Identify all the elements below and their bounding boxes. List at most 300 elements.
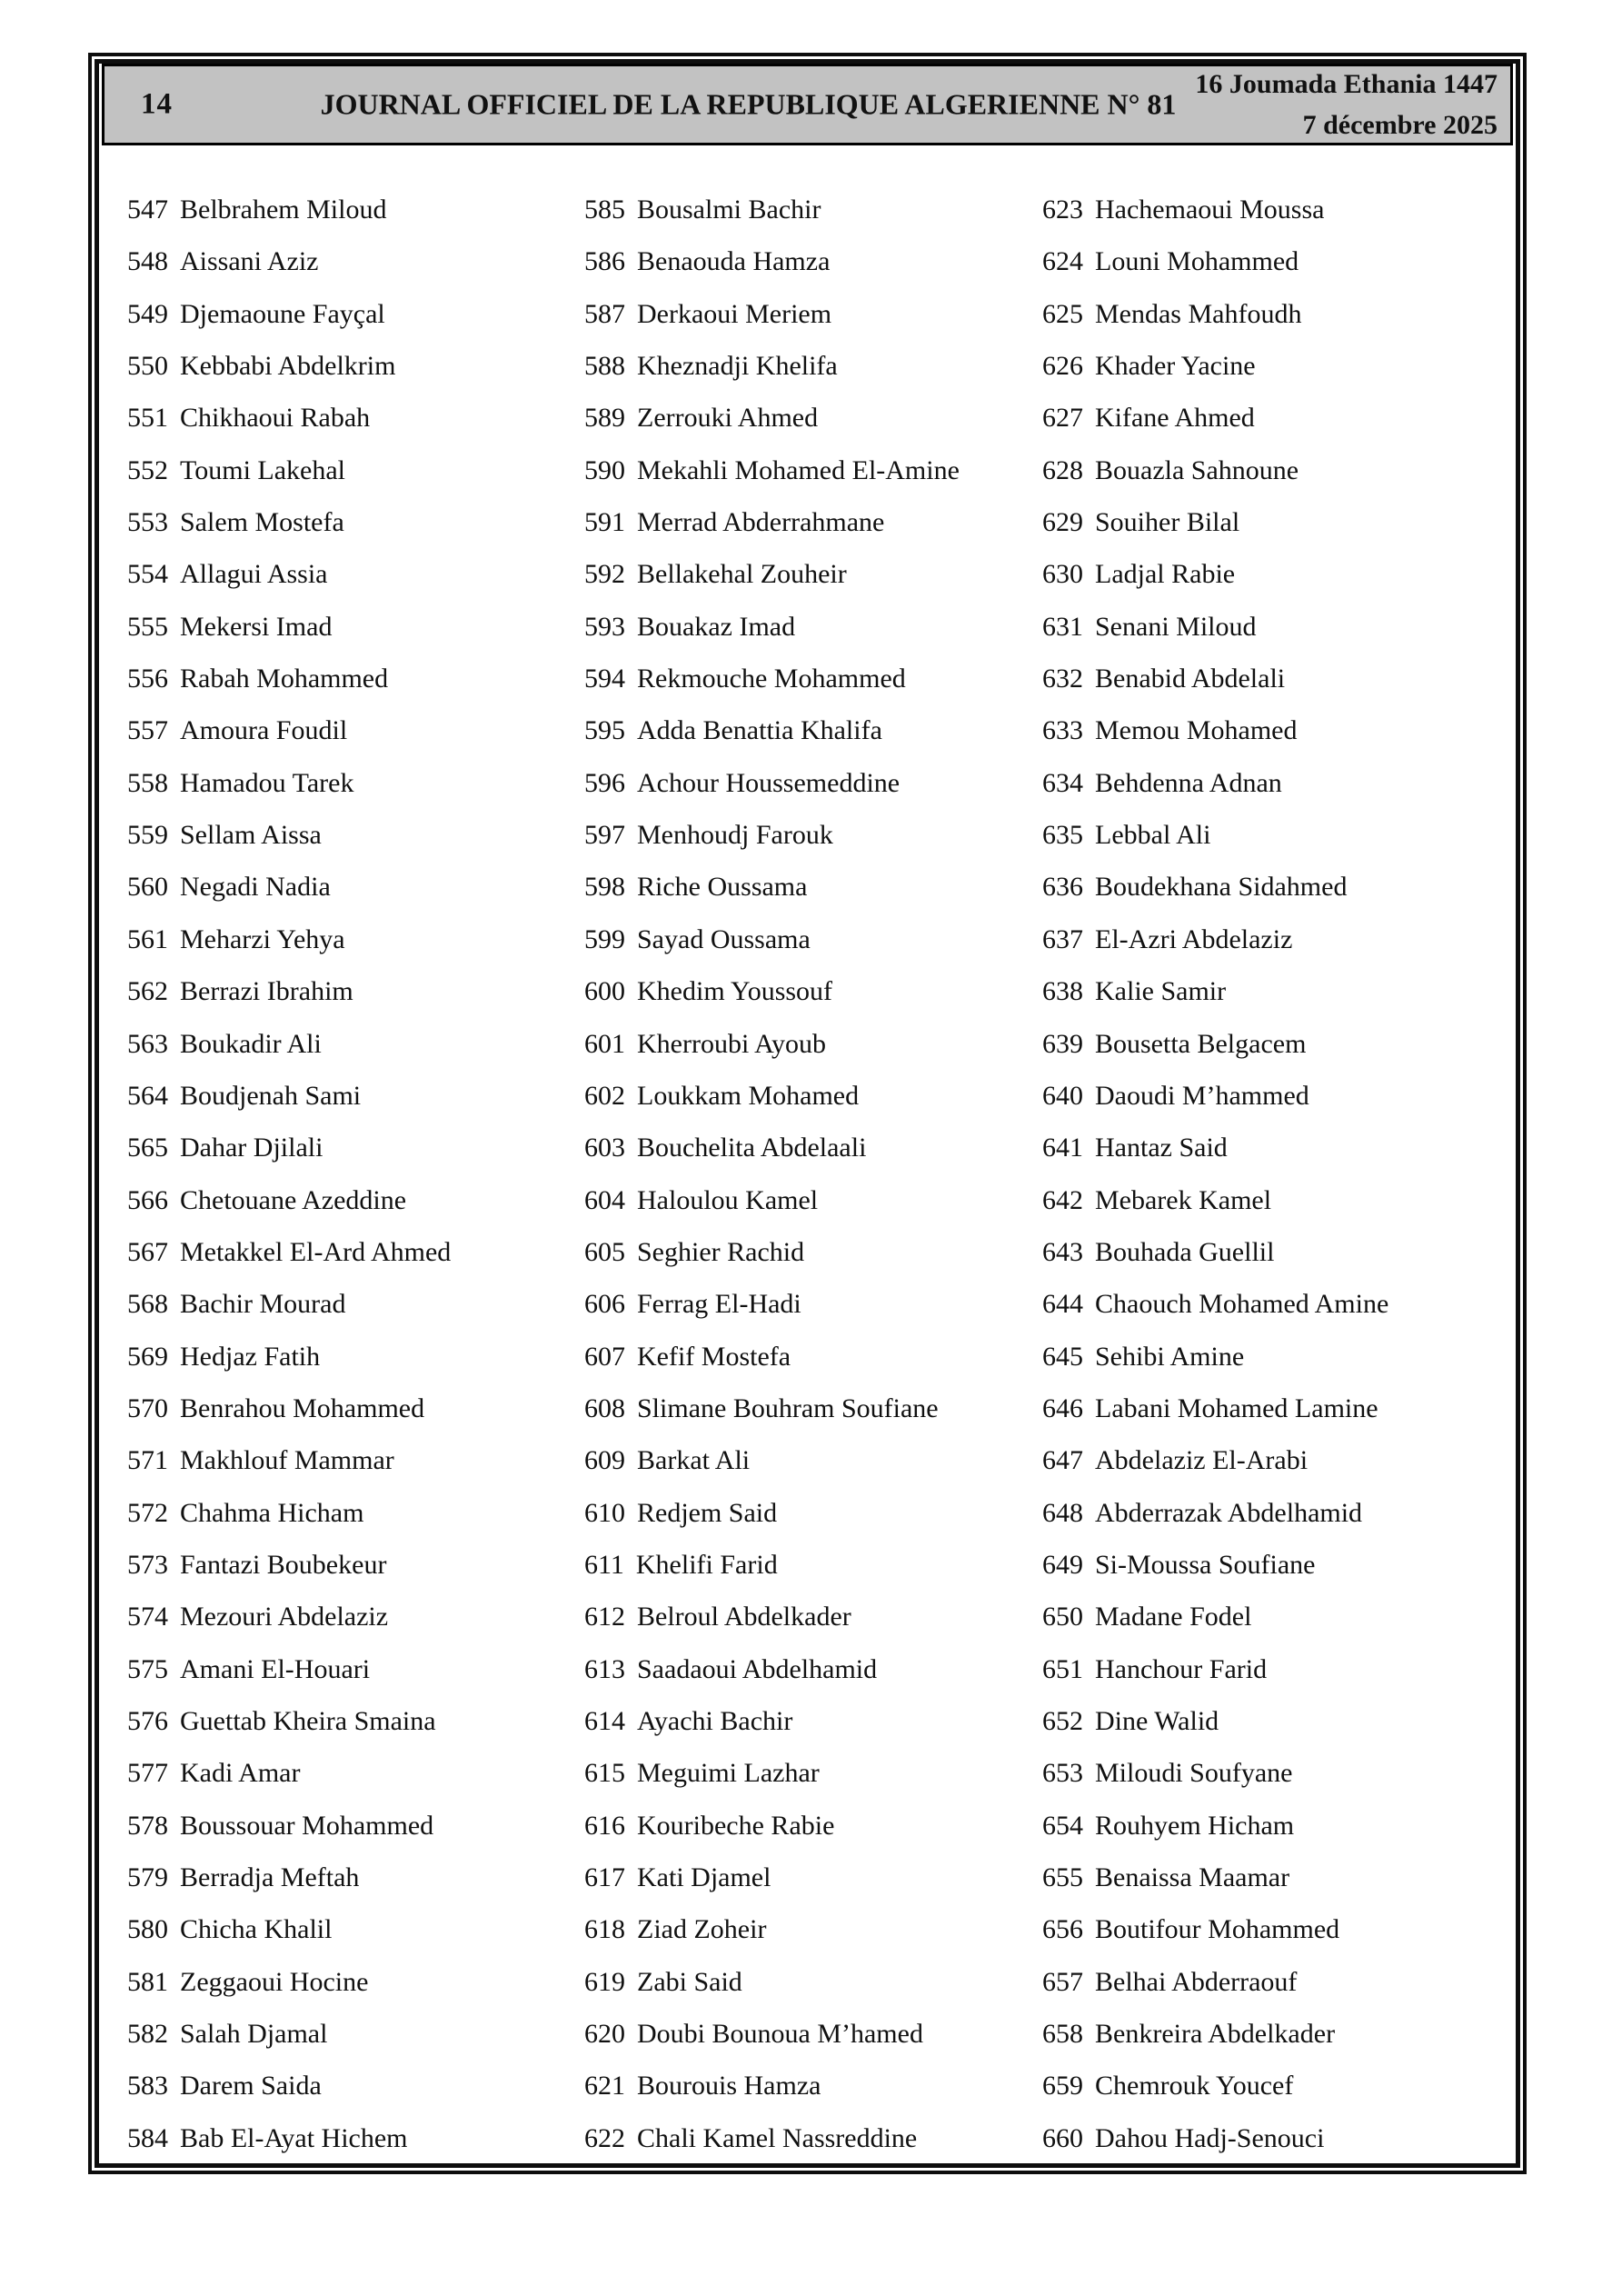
list-entry [584, 1852, 1048, 1903]
entry-number: 656 [1042, 1914, 1083, 1945]
entry-name: Kherroubi Ayoub [637, 1028, 827, 1059]
list-entry [127, 1800, 582, 1852]
list-entry [127, 444, 582, 496]
entry-name: Amani El-Houari [180, 1653, 371, 1684]
entry-name: Mezouri Abdelaziz [180, 1602, 389, 1632]
entry-name: Chali Kamel Nassreddine [637, 2122, 918, 2153]
entry-name: Senani Miloud [1095, 611, 1257, 642]
entry-number: 571 [127, 1445, 168, 1476]
list-entry [127, 601, 582, 653]
entry-number: 587 [584, 298, 625, 329]
entry-number: 626 [1042, 351, 1083, 382]
entry-name: Sellam Aissa [180, 820, 322, 851]
list-entry [1042, 1278, 1524, 1330]
entry-number: 548 [127, 246, 168, 277]
entry-name: Mekersi Imad [180, 611, 333, 642]
list-entry [127, 1174, 582, 1226]
list-entry [584, 1383, 1048, 1434]
entry-name: Kalie Samir [1095, 976, 1227, 1007]
entry-name: Haloulou Kamel [637, 1184, 819, 1215]
entry-name: Boukadir Ali [180, 1028, 322, 1059]
entry-number: 614 [584, 1705, 625, 1736]
entry-name: Bouazla Sahnoune [1095, 454, 1299, 485]
entry-name: Zerrouki Ahmed [637, 403, 819, 434]
list-entry [584, 861, 1048, 913]
entry-number: 635 [1042, 820, 1083, 851]
list-entry [584, 288, 1048, 340]
entry-number: 646 [1042, 1393, 1083, 1423]
entry-name: Barkat Ali [637, 1445, 751, 1476]
entry-name: Hanchour Farid [1095, 1653, 1268, 1684]
entry-number: 573 [127, 1549, 168, 1580]
entry-name: Zabi Said [637, 1966, 742, 1997]
list-entry [584, 2008, 1048, 2060]
entry-name: Benkreira Abdelkader [1095, 2019, 1336, 2050]
entry-number: 633 [1042, 715, 1083, 746]
entry-number: 559 [127, 820, 168, 851]
name-column-2 [584, 184, 1048, 2164]
entry-name: Slimane Bouhram Soufiane [637, 1393, 939, 1423]
list-entry [584, 340, 1048, 392]
entry-name: Mendas Mahfoudh [1095, 298, 1302, 329]
entry-number: 637 [1042, 923, 1083, 954]
entry-name: Makhlouf Mammar [180, 1445, 394, 1476]
list-entry [1042, 1070, 1524, 1122]
entry-name: Riche Oussama [637, 872, 808, 903]
entry-number: 659 [1042, 2071, 1083, 2101]
entry-name: Louni Mohammed [1095, 246, 1299, 277]
entry-name: El-Azri Abdelaziz [1095, 923, 1293, 954]
entry-name: Aissani Aziz [180, 246, 319, 277]
entry-number: 621 [584, 2071, 625, 2101]
entry-name: Bousetta Belgacem [1095, 1028, 1307, 1059]
entry-name: Doubi Bounoua M’hamed [637, 2019, 923, 2050]
entry-name: Hamadou Tarek [180, 767, 354, 798]
entry-name: Meharzi Yehya [180, 923, 345, 954]
entry-name: Kheznadji Khelifa [637, 351, 838, 382]
entry-name: Mebarek Kamel [1095, 1184, 1272, 1215]
entry-name: Chicha Khalil [180, 1914, 333, 1945]
entry-name: Fantazi Boubekeur [180, 1549, 387, 1580]
list-entry [584, 965, 1048, 1017]
entry-name: Hachemaoui Moussa [1095, 195, 1325, 225]
entry-number: 589 [584, 403, 625, 434]
entry-number: 605 [584, 1236, 625, 1267]
list-entry [1042, 340, 1524, 392]
entry-name: Chetouane Azeddine [180, 1184, 407, 1215]
entry-number: 581 [127, 1966, 168, 1997]
entry-number: 580 [127, 1914, 168, 1945]
entry-name: Guettab Kheira Smaina [180, 1705, 436, 1736]
entry-number: 572 [127, 1497, 168, 1528]
list-entry [127, 2112, 582, 2164]
list-entry [584, 1903, 1048, 1955]
journal-title: JOURNAL OFFICIEL DE LA REPUBLIQUE ALGERIENNE N° 81 [320, 87, 1177, 121]
entry-number: 595 [584, 715, 625, 746]
list-entry [127, 340, 582, 392]
entry-name: Berrazi Ibrahim [180, 976, 353, 1007]
entry-number: 628 [1042, 454, 1083, 485]
entry-name: Abdelaziz El-Arabi [1095, 1445, 1309, 1476]
entry-name: Chaouch Mohamed Amine [1095, 1289, 1389, 1320]
entry-name: Behdenna Adnan [1095, 767, 1282, 798]
list-entry [127, 861, 582, 913]
entry-name: Djemaoune Fayçal [180, 298, 385, 329]
list-entry [1042, 1903, 1524, 1955]
entry-name: Miloudi Soufyane [1095, 1758, 1293, 1789]
list-entry [1042, 601, 1524, 653]
entry-number: 630 [1042, 559, 1083, 590]
list-entry [127, 1643, 582, 1695]
entry-name: Meguimi Lazhar [637, 1758, 820, 1789]
list-entry [584, 548, 1048, 600]
entry-number: 629 [1042, 507, 1083, 538]
entry-number: 602 [584, 1080, 625, 1111]
list-entry [584, 1278, 1048, 1330]
list-entry [584, 1434, 1048, 1486]
list-entry [127, 1383, 582, 1434]
entry-number: 624 [1042, 246, 1083, 277]
entry-name: Benaouda Hamza [637, 246, 831, 277]
entry-number: 644 [1042, 1289, 1083, 1320]
list-entry [1042, 392, 1524, 444]
entry-number: 623 [1042, 195, 1083, 225]
entry-name: Khader Yacine [1095, 351, 1256, 382]
list-entry [1042, 2112, 1524, 2164]
entry-name: Salah Djamal [180, 2019, 328, 2050]
entry-number: 607 [584, 1341, 625, 1372]
entry-number: 658 [1042, 2019, 1083, 2050]
entry-name: Souiher Bilal [1095, 507, 1240, 538]
entry-number: 574 [127, 1602, 168, 1632]
entry-number: 617 [584, 1862, 625, 1892]
entry-number: 610 [584, 1497, 625, 1528]
list-entry [127, 1695, 582, 1747]
entry-name: Rabah Mohammed [180, 664, 389, 694]
list-entry [584, 601, 1048, 653]
list-entry [1042, 1122, 1524, 1173]
page-frame [88, 53, 1527, 2174]
entry-number: 594 [584, 664, 625, 694]
page-frame-inner [95, 59, 1520, 2168]
entry-number: 645 [1042, 1341, 1083, 1372]
entry-name: Kifane Ahmed [1095, 403, 1255, 434]
list-entry [584, 1591, 1048, 1642]
entry-name: Boudekhana Sidahmed [1095, 872, 1348, 903]
page-header [102, 64, 1513, 145]
entry-number: 591 [584, 507, 625, 538]
entry-number: 618 [584, 1914, 625, 1945]
entry-number: 564 [127, 1080, 168, 1111]
list-entry [584, 444, 1048, 496]
entry-number: 582 [127, 2019, 168, 2050]
entry-number: 563 [127, 1028, 168, 1059]
entry-number: 599 [584, 923, 625, 954]
entry-number: 583 [127, 2071, 168, 2101]
list-entry [1042, 1643, 1524, 1695]
entry-number: 576 [127, 1705, 168, 1736]
entry-name: Belhai Abderraouf [1095, 1966, 1298, 1997]
entry-number: 553 [127, 507, 168, 538]
entry-number: 551 [127, 403, 168, 434]
entry-number: 557 [127, 715, 168, 746]
list-entry [1042, 1852, 1524, 1903]
list-entry [127, 184, 582, 235]
list-entry [127, 288, 582, 340]
list-entry [127, 1331, 582, 1383]
list-entry [584, 392, 1048, 444]
entry-name: Si-Moussa Soufiane [1095, 1549, 1316, 1580]
list-entry [1042, 757, 1524, 809]
list-entry [127, 913, 582, 965]
entry-name: Menhoudj Farouk [637, 820, 833, 851]
list-entry [127, 1278, 582, 1330]
entry-number: 612 [584, 1602, 625, 1632]
entry-number: 555 [127, 611, 168, 642]
entry-number: 550 [127, 351, 168, 382]
entry-name: Metakkel El-Ard Ahmed [180, 1236, 452, 1267]
entry-number: 638 [1042, 976, 1083, 1007]
entry-name: Amoura Foudil [180, 715, 348, 746]
entry-number: 575 [127, 1653, 168, 1684]
list-entry [127, 2060, 582, 2111]
list-entry [127, 1487, 582, 1539]
list-entry [127, 965, 582, 1017]
entry-number: 620 [584, 2019, 625, 2050]
list-entry [584, 496, 1048, 548]
entry-name: Madane Fodel [1095, 1602, 1252, 1632]
list-entry [584, 704, 1048, 756]
entry-number: 569 [127, 1341, 168, 1372]
list-entry [1042, 1800, 1524, 1852]
page-number: 14 [141, 87, 173, 121]
list-entry [584, 1487, 1048, 1539]
entry-number: 577 [127, 1758, 168, 1789]
entry-name: Bourouis Hamza [637, 2071, 821, 2101]
entry-number: 622 [584, 2122, 625, 2153]
entry-name: Memou Mohamed [1095, 715, 1298, 746]
entry-number: 549 [127, 298, 168, 329]
list-entry [584, 2112, 1048, 2164]
entry-number: 608 [584, 1393, 625, 1423]
entry-name: Ziad Zoheir [637, 1914, 767, 1945]
list-entry [1042, 704, 1524, 756]
entry-name: Belroul Abdelkader [637, 1602, 851, 1632]
list-entry [127, 235, 582, 287]
list-entry [1042, 235, 1524, 287]
entry-number: 609 [584, 1445, 625, 1476]
list-entry [1042, 1695, 1524, 1747]
list-entry [127, 1591, 582, 1642]
entry-name: Kouribeche Rabie [637, 1810, 835, 1841]
entry-number: 586 [584, 246, 625, 277]
entry-name: Belbrahem Miloud [180, 195, 387, 225]
entry-name: Dahou Hadj-Senouci [1095, 2122, 1325, 2153]
entry-number: 639 [1042, 1028, 1083, 1059]
entry-number: 570 [127, 1393, 168, 1423]
entry-number: 600 [584, 976, 625, 1007]
entry-name: Kebbabi Abdelkrim [180, 351, 396, 382]
entry-number: 606 [584, 1289, 625, 1320]
entry-number: 547 [127, 195, 168, 225]
entry-name: Kadi Amar [180, 1758, 301, 1789]
entry-name: Sayad Oussama [637, 923, 811, 954]
list-entry [1042, 1747, 1524, 1799]
list-entry [1042, 548, 1524, 600]
entry-name: Negadi Nadia [180, 872, 331, 903]
list-entry [1042, 1539, 1524, 1591]
list-entry [127, 1956, 582, 2008]
header-dates [1195, 64, 1498, 145]
name-list [99, 184, 1516, 2163]
list-entry [1042, 965, 1524, 1017]
list-entry [1042, 1383, 1524, 1434]
entry-number: 560 [127, 872, 168, 903]
list-entry [1042, 1174, 1524, 1226]
entry-name: Bouhada Guellil [1095, 1236, 1275, 1267]
list-entry [127, 496, 582, 548]
entry-name: Loukkam Mohamed [637, 1080, 860, 1111]
entry-number: 636 [1042, 872, 1083, 903]
entry-name: Chahma Hicham [180, 1497, 364, 1528]
entry-name: Hantaz Said [1095, 1133, 1228, 1163]
list-entry [1042, 809, 1524, 861]
entry-number: 558 [127, 767, 168, 798]
entry-number: 652 [1042, 1705, 1083, 1736]
entry-number: 590 [584, 454, 625, 485]
entry-number: 603 [584, 1133, 625, 1163]
list-entry [584, 653, 1048, 704]
list-entry [1042, 1956, 1524, 2008]
entry-number: 653 [1042, 1758, 1083, 1789]
list-entry [127, 1852, 582, 1903]
entry-number: 650 [1042, 1602, 1083, 1632]
entry-number: 584 [127, 2122, 168, 2153]
list-entry [127, 1122, 582, 1173]
list-entry [1042, 2060, 1524, 2111]
entry-name: Khelifi Farid [635, 1549, 778, 1580]
entry-name: Hedjaz Fatih [180, 1341, 321, 1372]
list-entry [584, 1226, 1048, 1278]
entry-name: Lebbal Ali [1095, 820, 1211, 851]
entry-name: Kefif Mostefa [637, 1341, 791, 1372]
list-entry [584, 809, 1048, 861]
list-entry [127, 1226, 582, 1278]
entry-name: Benrahou Mohammed [180, 1393, 425, 1423]
entry-number: 632 [1042, 664, 1083, 694]
list-entry [1042, 1331, 1524, 1383]
entry-name: Ladjal Rabie [1095, 559, 1236, 590]
entry-name: Dine Walid [1095, 1705, 1219, 1736]
entry-number: 641 [1042, 1133, 1083, 1163]
entry-name: Saadaoui Abdelhamid [637, 1653, 878, 1684]
list-entry [1042, 1487, 1524, 1539]
entry-name: Bouakaz Imad [637, 611, 796, 642]
list-entry [1042, 1591, 1524, 1642]
entry-number: 640 [1042, 1080, 1083, 1111]
list-entry [127, 1747, 582, 1799]
entry-number: 657 [1042, 1966, 1083, 1997]
list-entry [127, 757, 582, 809]
entry-number: 597 [584, 820, 625, 851]
entry-name: Dahar Djilali [180, 1133, 323, 1163]
entry-name: Kati Djamel [637, 1862, 771, 1892]
entry-number: 647 [1042, 1445, 1083, 1476]
list-entry [1042, 288, 1524, 340]
entry-number: 654 [1042, 1810, 1083, 1841]
entry-name: Boutifour Mohammed [1095, 1914, 1340, 1945]
entry-number: 585 [584, 195, 625, 225]
entry-name: Berradja Meftah [180, 1862, 360, 1892]
name-column-3 [1042, 184, 1524, 2164]
entry-number: 556 [127, 664, 168, 694]
entry-number: 561 [127, 923, 168, 954]
list-entry [584, 1747, 1048, 1799]
entry-name: Mekahli Mohamed El-Amine [637, 454, 960, 485]
entry-number: 554 [127, 559, 168, 590]
entry-number: 579 [127, 1862, 168, 1892]
date-hijri: 16 Joumada Ethania 1447 [1195, 69, 1498, 99]
entry-name: Daoudi M’hammed [1095, 1080, 1309, 1111]
list-entry [127, 392, 582, 444]
list-entry [127, 809, 582, 861]
entry-name: Khedim Youssouf [637, 976, 833, 1007]
entry-number: 566 [127, 1184, 168, 1215]
list-entry [584, 757, 1048, 809]
entry-number: 552 [127, 454, 168, 485]
entry-number: 631 [1042, 611, 1083, 642]
list-entry [127, 2008, 582, 2060]
list-entry [584, 1800, 1048, 1852]
list-entry [1042, 1018, 1524, 1070]
list-entry [584, 1695, 1048, 1747]
entry-name: Benabid Abdelali [1095, 664, 1286, 694]
list-entry [1042, 1434, 1524, 1486]
list-entry [584, 1956, 1048, 2008]
list-entry [584, 1539, 1048, 1591]
entry-number: 567 [127, 1236, 168, 1267]
entry-number: 643 [1042, 1236, 1083, 1267]
entry-number: 592 [584, 559, 625, 590]
entry-name: Ayachi Bachir [637, 1705, 793, 1736]
entry-name: Rekmouche Mohammed [637, 664, 906, 694]
list-entry [127, 1434, 582, 1486]
entry-number: 619 [584, 1966, 625, 1997]
entry-name: Zeggaoui Hocine [180, 1966, 369, 1997]
entry-number: 596 [584, 767, 625, 798]
name-column-1 [127, 184, 582, 2164]
entry-name: Adda Benattia Khalifa [637, 715, 882, 746]
entry-name: Salem Mostefa [180, 507, 344, 538]
entry-name: Bab El-Ayat Hichem [180, 2122, 408, 2153]
entry-number: 611 [584, 1549, 624, 1580]
list-entry [1042, 913, 1524, 965]
entry-number: 616 [584, 1810, 625, 1841]
entry-name: Bellakehal Zouheir [637, 559, 847, 590]
list-entry [584, 1122, 1048, 1173]
list-entry [1042, 496, 1524, 548]
list-entry [1042, 184, 1524, 235]
entry-number: 649 [1042, 1549, 1083, 1580]
list-entry [584, 184, 1048, 235]
list-entry [584, 1174, 1048, 1226]
list-entry [584, 1070, 1048, 1122]
list-entry [127, 1018, 582, 1070]
entry-name: Labani Mohamed Lamine [1095, 1393, 1378, 1423]
entry-name: Bousalmi Bachir [637, 195, 821, 225]
entry-number: 578 [127, 1810, 168, 1841]
entry-number: 565 [127, 1133, 168, 1163]
